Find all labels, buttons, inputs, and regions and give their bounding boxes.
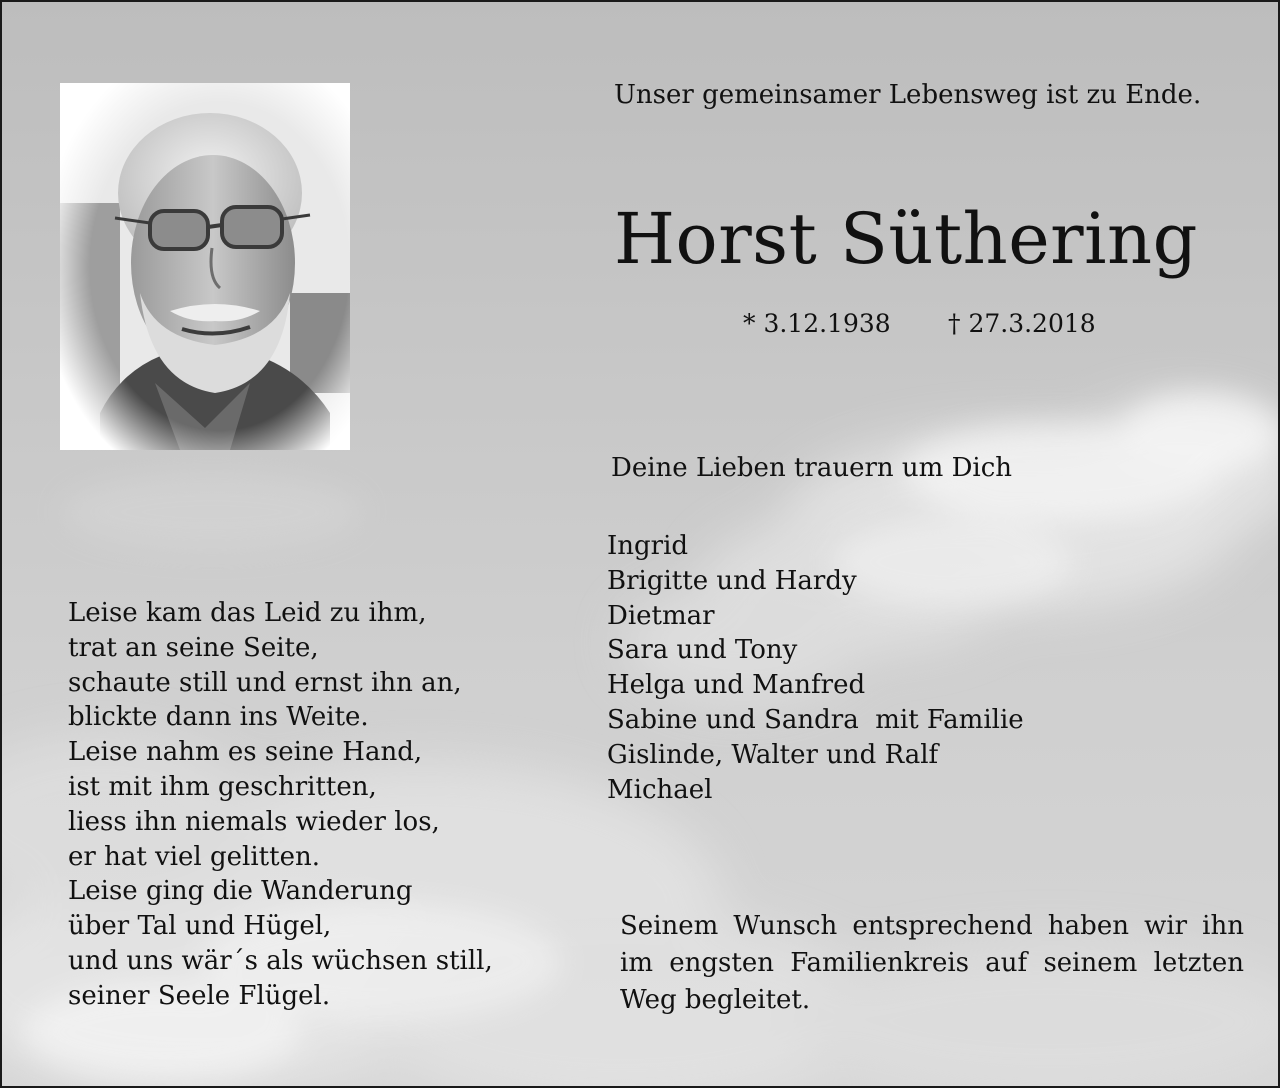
family-member: Sara und Tony xyxy=(607,635,798,666)
motto-text: Unser gemeinsamer Lebensweg ist zu Ende. xyxy=(614,80,1202,110)
death-date: † 27.3.2018 xyxy=(948,309,1096,338)
poem-line: liess ihn niemals wieder los, xyxy=(68,806,440,837)
poem-line: seiner Seele Flügel. xyxy=(68,980,331,1011)
mourning-line: Deine Lieben trauern um Dich xyxy=(611,453,1013,483)
poem-line: schaute still und ernst ihn an, xyxy=(68,667,462,698)
family-list xyxy=(607,529,1024,807)
closing-note: Seinem Wunsch entsprechend haben wir ihn im engsten Familienkreis auf seinem letzten Weg begleitet. xyxy=(620,911,1244,1015)
family-member: Ingrid xyxy=(607,531,689,561)
poem-line: Leise ging die Wanderung xyxy=(68,876,413,907)
portrait-image xyxy=(60,83,350,450)
poem-line: blickte dann ins Weite. xyxy=(68,702,369,733)
family-member: Dietmar xyxy=(607,600,715,631)
poem-line: Leise nahm es seine Hand, xyxy=(68,737,423,768)
poem xyxy=(68,596,493,1014)
family-member: Gislinde, Walter und Ralf xyxy=(607,739,939,770)
poem-line: und uns wär´s als wüchsen still, xyxy=(68,945,493,976)
poem-line: über Tal und Hügel, xyxy=(68,911,332,942)
family-member: Michael xyxy=(607,774,713,805)
family-member: Sabine und Sandra mit Familie xyxy=(607,704,1024,735)
portrait-photo xyxy=(60,83,350,450)
poem-line: Leise kam das Leid zu ihm, xyxy=(68,598,427,628)
poem-line: ist mit ihm geschritten, xyxy=(68,771,377,802)
poem-line: er hat viel gelitten. xyxy=(68,841,320,872)
family-member: Helga und Manfred xyxy=(607,670,866,701)
poem-line: trat an seine Seite, xyxy=(68,632,319,663)
birth-date: * 3.12.1938 xyxy=(743,309,891,338)
family-member: Brigitte und Hardy xyxy=(607,565,857,596)
deceased-name: Horst Süthering xyxy=(614,198,1198,280)
